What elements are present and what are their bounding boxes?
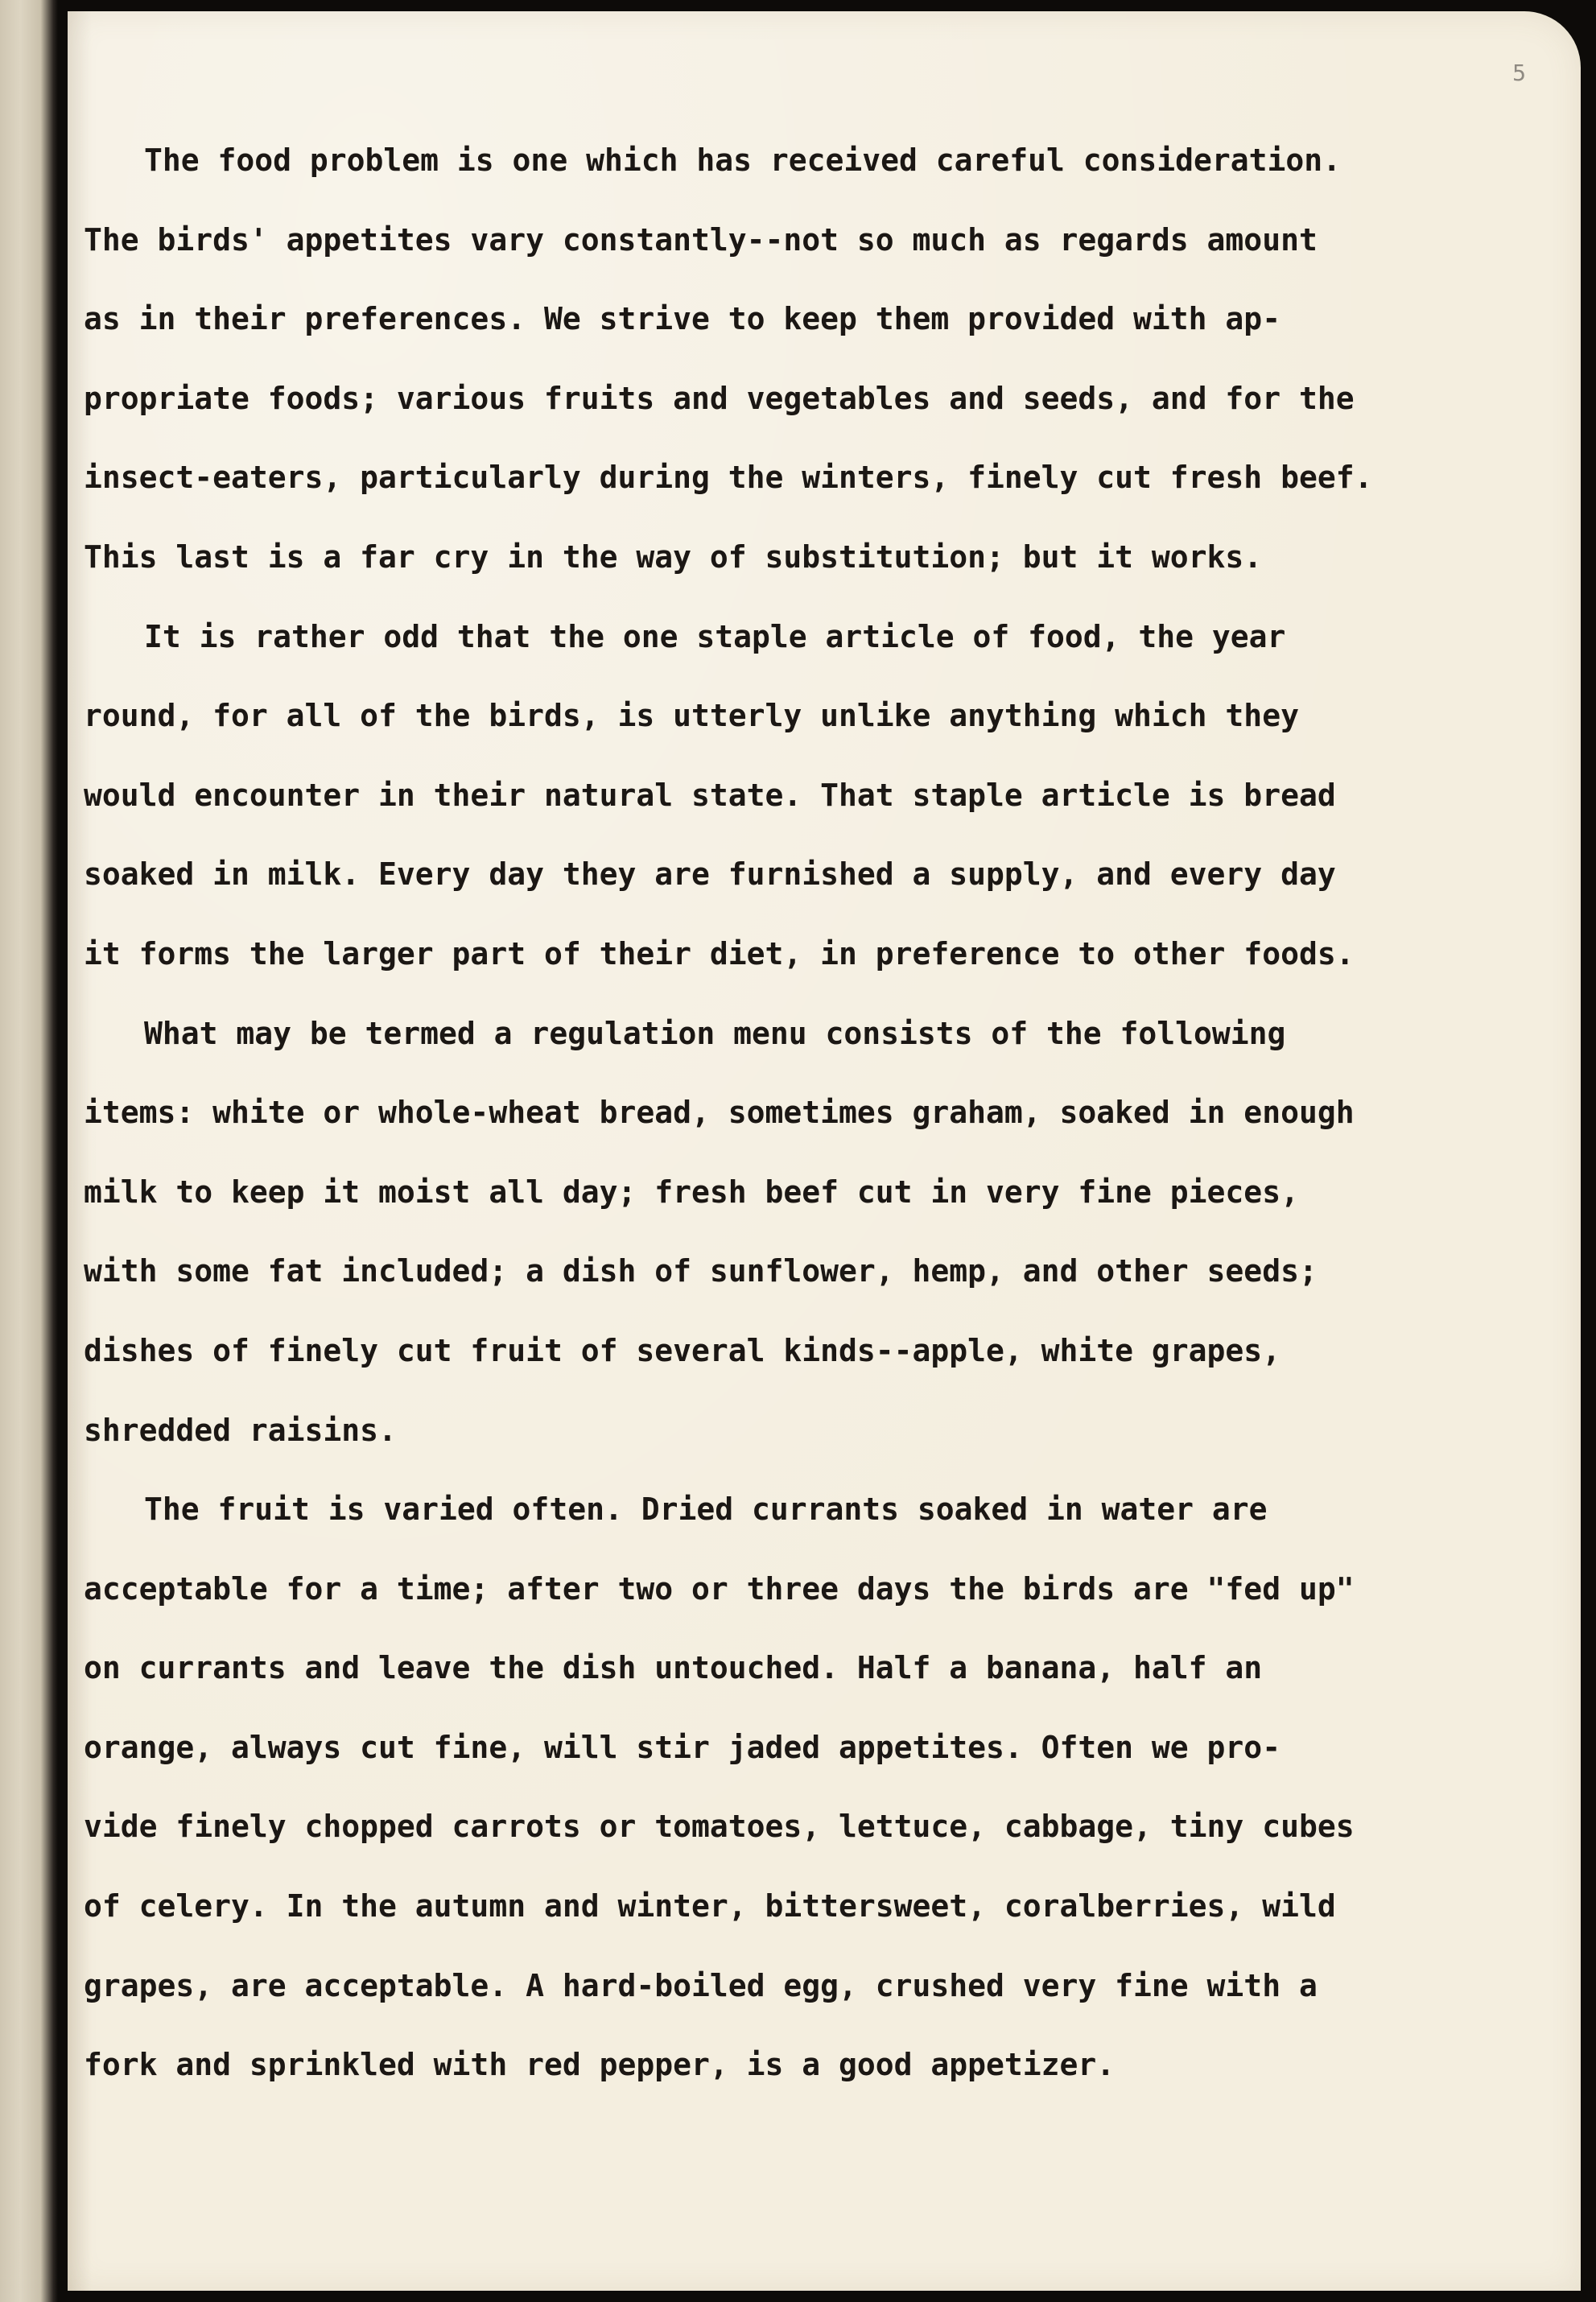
text-line: The food problem is one which has received careful consideration.: [144, 142, 1342, 178]
page-number: 5: [1512, 60, 1526, 86]
text-line: soaked in milk. Every day they are furnished a supply, and every day: [84, 856, 1336, 893]
text-line: This last is a far cry in the way of substitution; but it works.: [84, 538, 1263, 575]
text-line: shredded raisins.: [84, 1412, 397, 1448]
text-line: The birds' appetites vary constantly--not so much as regards amount: [84, 221, 1318, 258]
text-line: it forms the larger part of their diet, in preference to other foods.: [84, 935, 1355, 972]
text-line: items: white or whole-wheat bread, sometimes graham, soaked in enough: [84, 1095, 1355, 1131]
text-line: would encounter in their natural state. That staple article is bread: [84, 777, 1336, 813]
paragraph-staple-article: [84, 597, 1508, 994]
text-line: acceptable for a time; after two or three days the birds are "fed up": [84, 1570, 1355, 1607]
page-binding-edge: [0, 0, 58, 2302]
text-line: orange, always cut fine, will stir jaded appetites. Often we pro-: [84, 1729, 1281, 1765]
text-line: milk to keep it moist all day; fresh beef cut in very fine pieces,: [84, 1174, 1299, 1210]
paragraph-regulation-menu: [84, 994, 1508, 1471]
text-line: round, for all of the birds, is utterly unlike anything which they: [84, 698, 1299, 734]
text-line: It is rather odd that the one staple article of food, the year: [144, 618, 1286, 654]
text-line: vide finely chopped carrots or tomatoes, lettuce, cabbage, tiny cubes: [84, 1809, 1355, 1845]
text-line: The fruit is varied often. Dried currants soaked in water are: [144, 1491, 1268, 1528]
text-line: on currants and leave the dish untouched. Half a banana, half an: [84, 1650, 1263, 1686]
text-line: propriate foods; various fruits and vegetables and seeds, and for the: [84, 380, 1355, 416]
text-line: grapes, are acceptable. A hard-boiled egg, crushed very fine with a: [84, 1967, 1318, 2003]
paragraph-food-problem: [84, 121, 1508, 597]
text-line: of celery. In the autumn and winter, bittersweet, coralberries, wild: [84, 1888, 1336, 1925]
text-line: insect-eaters, particularly during the winters, finely cut fresh beef.: [84, 460, 1373, 496]
text-line: fork and sprinkled with red pepper, is a good appetizer.: [84, 2047, 1116, 2083]
text-line: with some fat included; a dish of sunflower, hemp, and other seeds;: [84, 1253, 1318, 1289]
text-line: dishes of finely cut fruit of several kinds--apple, white grapes,: [84, 1332, 1281, 1368]
text-line: as in their preferences. We strive to keep them provided with ap-: [84, 301, 1281, 337]
paragraph-fruit-varied: [84, 1470, 1508, 2105]
document-body: [84, 121, 1508, 2105]
text-line: What may be termed a regulation menu consists of the following: [144, 1015, 1286, 1051]
